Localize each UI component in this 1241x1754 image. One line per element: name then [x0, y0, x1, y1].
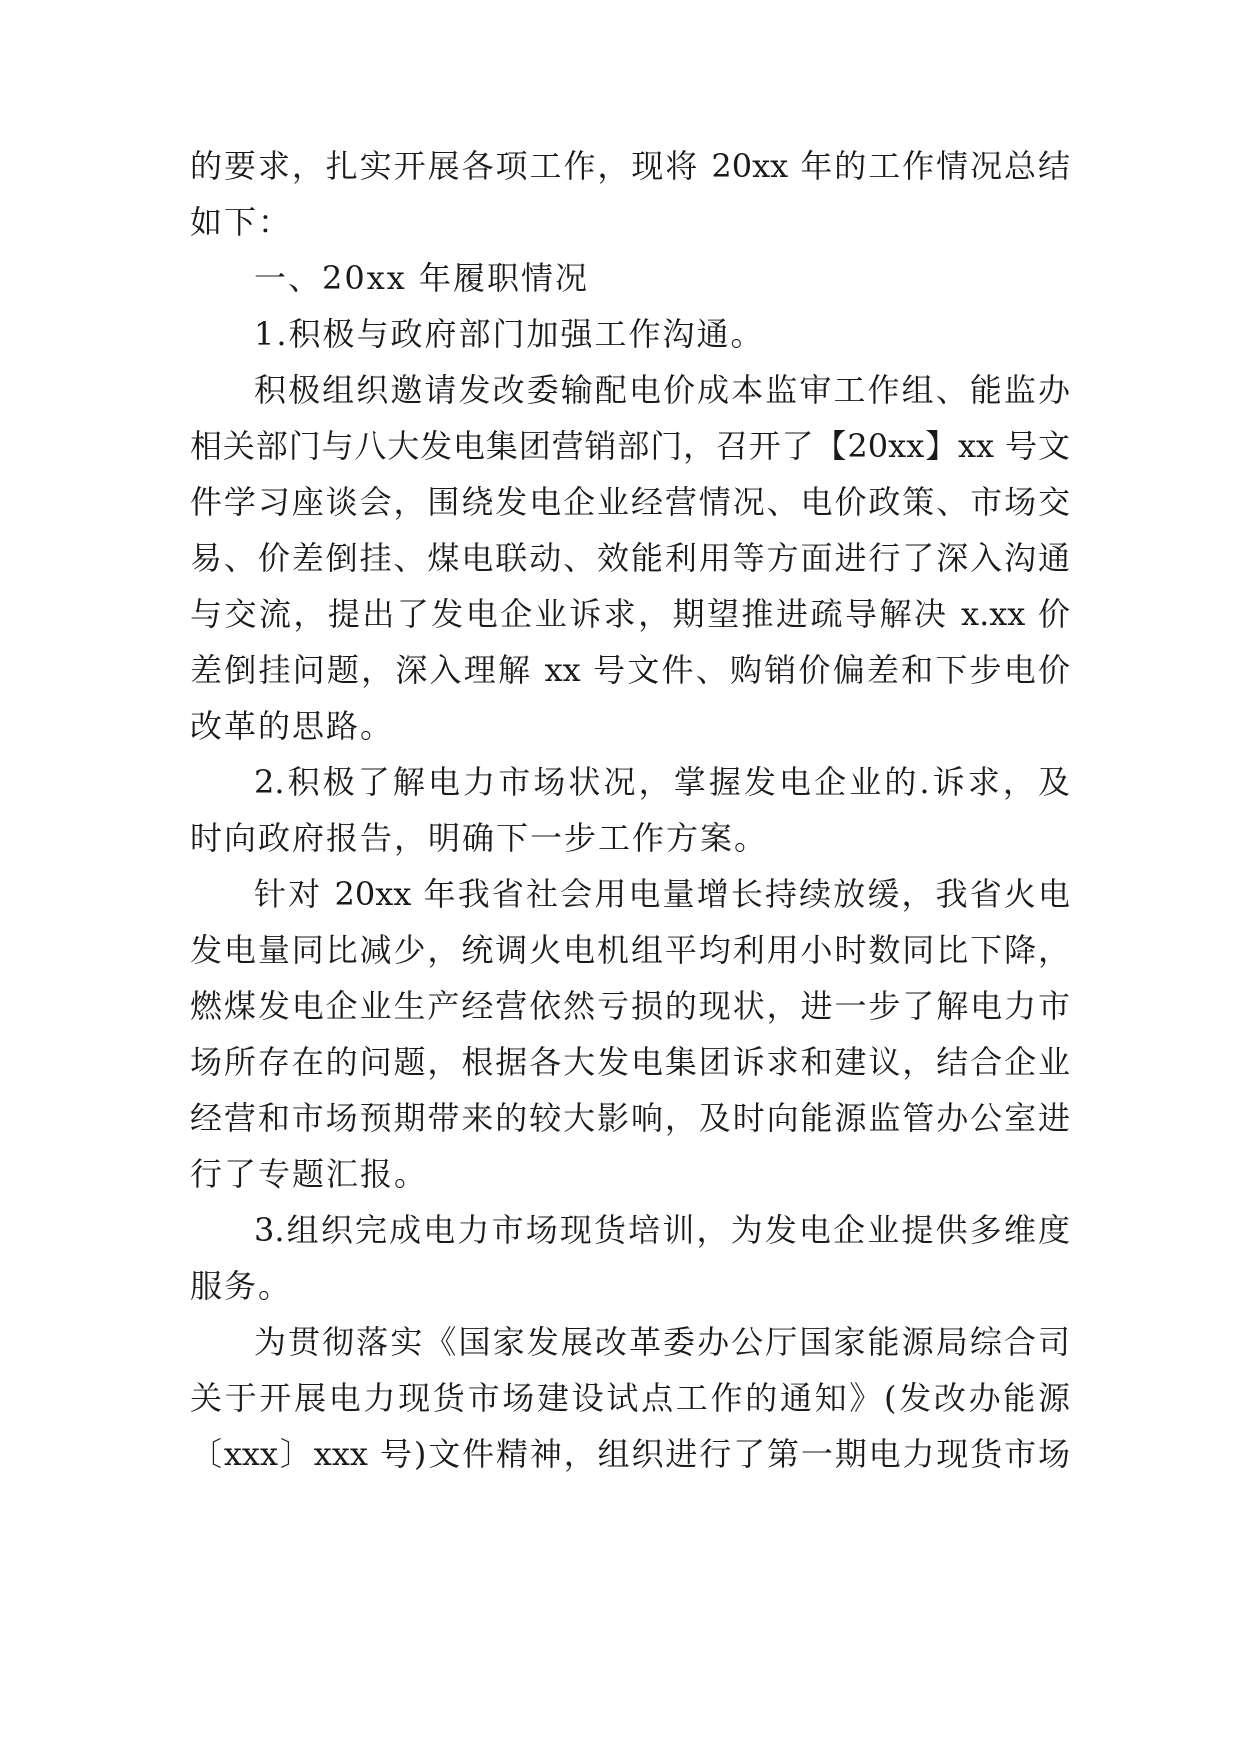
text-line-13: 时向政府报告，明确下一步工作方案。 [190, 819, 769, 857]
text-line-8: 易、价差倒挂、煤电联动、效能利用等方面进行了深入沟通 [190, 539, 1070, 577]
text-line-5: 积极组织邀请发改委输配电价成本监审工作组、能监办 [254, 371, 1070, 409]
text-line-19: 行了专题汇报。 [190, 1155, 429, 1193]
text-line-7: 件学习座谈会，围绕发电企业经营情况、电价政策、市场交 [190, 483, 1070, 521]
section-heading: 一、20xx 年履职情况 [254, 259, 589, 297]
subheading-2: 2.积极了解电力市场状况，掌握发电企业的.诉求，及 [254, 763, 1070, 801]
text-line-14: 针对 20xx 年我省社会用电量增长持续放缓，我省火电 [254, 875, 1070, 913]
text-line-6: 相关部门与八大发电集团营销部门，召开了【20xx】xx 号文 [190, 427, 1070, 465]
text-line-24: 〔xxx〕xxx 号)文件精神，组织进行了第一期电力现货市场 [190, 1435, 1070, 1473]
text-line-16: 燃煤发电企业生产经营依然亏损的现状，进一步了解电力市 [190, 987, 1070, 1025]
text-line-17: 场所存在的问题，根据各大发电集团诉求和建议，结合企业 [190, 1043, 1070, 1081]
text-line-1: 的要求，扎实开展各项工作，现将 20xx 年的工作情况总结 [190, 147, 1070, 185]
subheading-1: 1.积极与政府部门加强工作沟通。 [254, 315, 765, 353]
text-line-11: 改革的思路。 [190, 707, 395, 745]
text-line-18: 经营和市场预期带来的较大影响，及时向能源监管办公室进 [190, 1099, 1070, 1137]
text-line-23: 关于开展电力现货市场建设试点工作的通知》(发改办能源 [190, 1379, 1070, 1417]
text-line-21: 服务。 [190, 1267, 293, 1305]
subheading-3: 3.组织完成电力市场现货培训，为发电企业提供多维度 [254, 1211, 1070, 1249]
text-line-15: 发电量同比减少，统调火电机组平均利用小时数同比下降， [190, 931, 1070, 969]
text-line-9: 与交流，提出了发电企业诉求，期望推进疏导解决 x.xx 价 [190, 595, 1070, 633]
text-line-10: 差倒挂问题，深入理解 xx 号文件、购销价偏差和下步电价 [190, 651, 1070, 689]
text-line-22: 为贯彻落实《国家发展改革委办公厅国家能源局综合司 [254, 1323, 1070, 1361]
text-line-2: 如下： [190, 203, 293, 241]
